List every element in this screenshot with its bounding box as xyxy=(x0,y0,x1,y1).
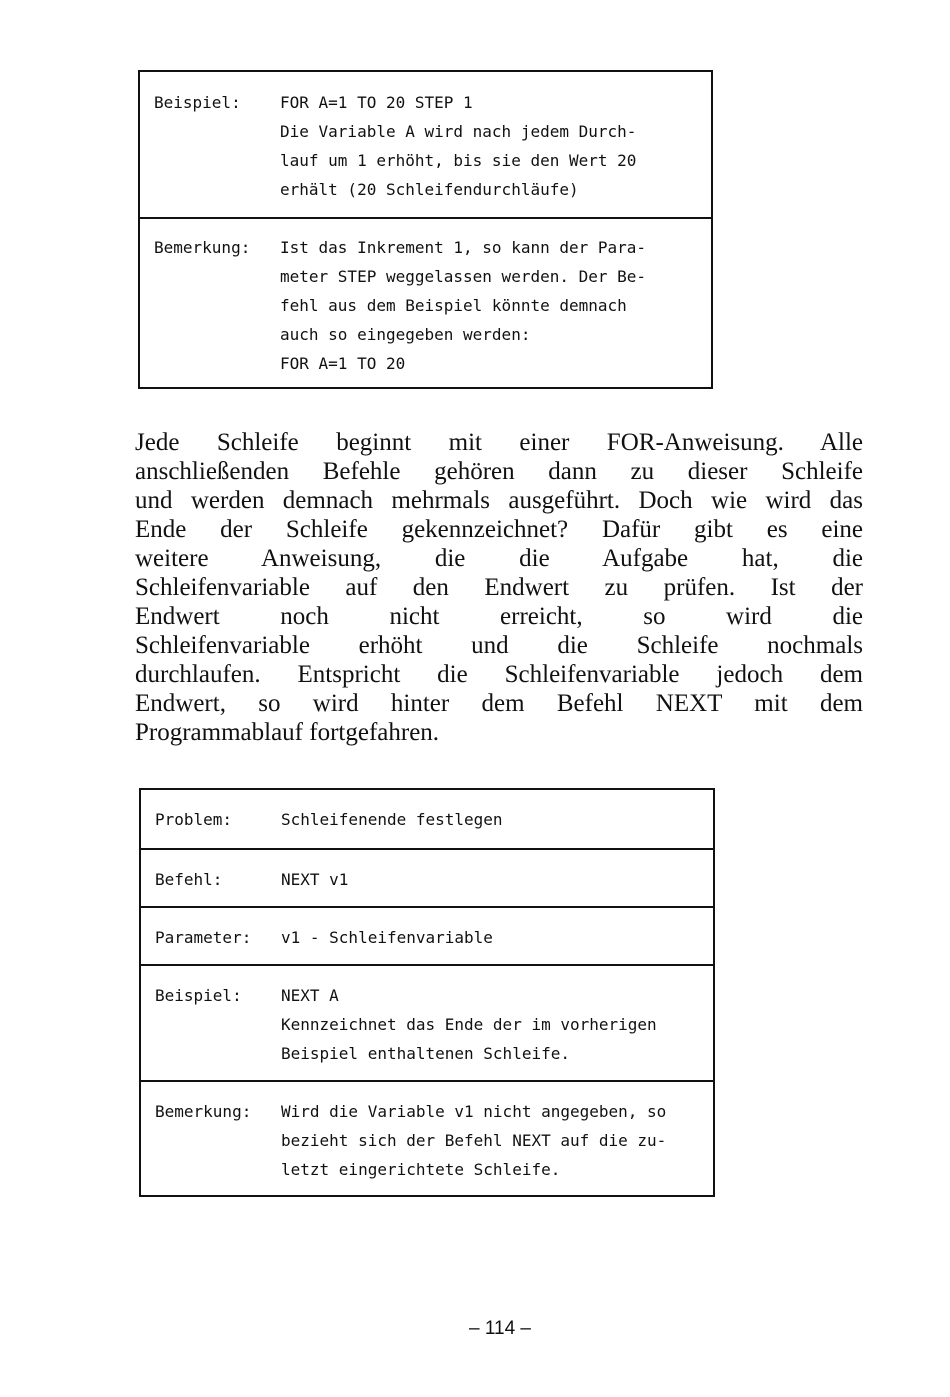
content-line: Ist das Inkrement 1, so kann der Para- xyxy=(280,238,647,257)
content-line: bezieht sich der Befehl NEXT auf die zu- xyxy=(281,1131,667,1150)
content-line: fehl aus dem Beispiel könnte demnach xyxy=(280,296,627,315)
content-line: NEXT A xyxy=(281,986,339,1005)
row-content xyxy=(281,805,713,848)
paragraph-line: Schleifenvariable erhöht und die Schleife nochmals xyxy=(135,632,863,659)
row-content xyxy=(281,923,713,964)
paragraph-line: Jede Schleife beginnt mit einer FOR-Anweisung. Alle xyxy=(135,429,863,456)
paragraph-line: Endwert, so wird hinter dem Befehl NEXT mit dem xyxy=(135,690,863,717)
row-content xyxy=(281,865,713,906)
row-label: Beispiel: xyxy=(155,986,242,1005)
box-row-befehl xyxy=(141,848,713,906)
content-line: lauf um 1 erhöht, bis sie den Wert 20 xyxy=(280,151,637,170)
box-row-beispiel xyxy=(140,72,711,217)
row-label: Befehl: xyxy=(155,870,223,889)
content-line: auch so eingegeben werden: xyxy=(280,325,531,344)
row-label: Bemerkung: xyxy=(154,238,251,257)
content-line: NEXT v1 xyxy=(281,870,349,889)
box-row-bemerkung xyxy=(141,1080,713,1195)
paragraph-line: Programmablauf fortgefahren. xyxy=(135,719,440,746)
content-line: meter STEP weggelassen werden. Der Be- xyxy=(280,267,647,286)
row-label: Beispiel: xyxy=(154,93,241,112)
for-command-box xyxy=(138,70,713,389)
paragraph-line: Endwert noch nicht erreicht, so wird die xyxy=(135,603,863,630)
content-line: Kennzeichnet das Ende der im vorherigen xyxy=(281,1015,657,1034)
row-content xyxy=(281,1097,713,1195)
content-line: letzt eingerichtete Schleife. xyxy=(281,1160,561,1179)
content-line: FOR A=1 TO 20 STEP 1 xyxy=(280,93,473,112)
paragraph-line: und werden demnach mehrmals ausgeführt. Doch wie wird das xyxy=(135,487,863,514)
box-row-parameter xyxy=(141,906,713,964)
row-content xyxy=(280,233,711,387)
content-line: FOR A=1 TO 20 xyxy=(280,354,406,373)
paragraph-line: anschließenden Befehle gehören dann zu dieser Schleife xyxy=(135,458,863,485)
content-line: v1 - Schleifenvariable xyxy=(281,928,493,947)
page-number: – 114 – xyxy=(469,1318,531,1339)
paragraph-line: Schleifenvariable auf den Endwert zu prüfen. Ist der xyxy=(135,574,863,601)
box-row-bemerkung xyxy=(140,217,711,387)
content-line: Wird die Variable v1 nicht angegeben, so xyxy=(281,1102,667,1121)
box-row-beispiel xyxy=(141,964,713,1080)
paragraph-line: durchlaufen. Entspricht die Schleifenvariable jedoch dem xyxy=(135,661,863,688)
box-row-problem xyxy=(141,790,713,848)
row-content xyxy=(281,981,713,1080)
paragraph-line: Ende der Schleife gekennzeichnet? Dafür gibt es eine xyxy=(135,516,863,543)
paragraph-line: weitere Anweisung, die die Aufgabe hat, die xyxy=(135,545,863,572)
content-line: Schleifenende festlegen xyxy=(281,810,503,829)
row-label: Bemerkung: xyxy=(155,1102,252,1121)
body-paragraph xyxy=(135,428,863,747)
content-line: Die Variable A wird nach jedem Durch- xyxy=(280,122,637,141)
row-label: Parameter: xyxy=(155,928,252,947)
row-content xyxy=(280,88,711,217)
content-line: erhält (20 Schleifendurchläufe) xyxy=(280,180,579,199)
content-line: Beispiel enthaltenen Schleife. xyxy=(281,1044,570,1063)
next-command-box xyxy=(139,788,715,1197)
row-label: Problem: xyxy=(155,810,233,829)
